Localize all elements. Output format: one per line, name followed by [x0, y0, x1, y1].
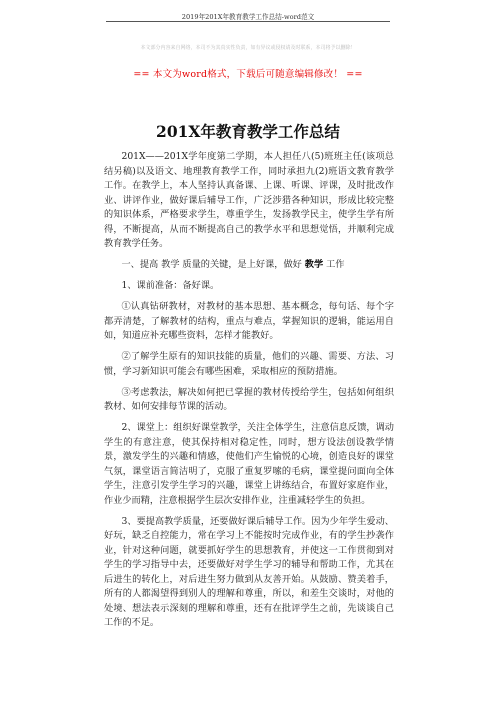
tutoring-paragraph: 3、要提高教学质量，还要做好课后辅导工作。因为少年学生爱动、好玩，缺乏自控能力，常在学习上不能按时完成作业，有的学生抄袭作业，针对这种问题，就要抓好学生的思想教育，并使这一工作贯彻到对学生的学习指导中去，还要做好对学生学习的辅导和帮助工作，尤其在后进生的转化上，对后进生努力做到从友善开始。从鼓励、赞美着手，所有的人都渴望得到别人的理解和尊重，所以，和差生交谈时，对他的处境、想法表示深刻的理解和尊重，还有在批评学生之前，先谈谈自己工作的不足。	[104, 515, 394, 628]
document-title: 201X年教育教学工作总结	[156, 122, 340, 141]
header-divider	[106, 21, 390, 22]
prep-point-1: ①认真钻研教材，对教材的基本思想、基本概念，每句话、每个字都弄清楚，了解教材的结构，重点与难点，掌握知识的逻辑，能运用自如，知道应补充哪些资料，怎样才能教好。	[104, 301, 394, 341]
intro-paragraph: 201X——201X学年度第二学期，本人担任八(5)班班主任(该项总结另稿)以及语文、地理教育教学工作，同时承担九(2)班语文教育教学工作。在教学上，本人坚持认真备课、上课、听课、评课，及时批改作业、讲评作业，做好课后辅导工作，广泛涉猎各种知识，形成比较完整的知识体系，严格要求学生，尊重学生，发扬教学民主，使学生学有所得，不断提高，从而不断提高自己的教学水平和思想觉悟，并顺利完成教育教学任务。	[104, 151, 394, 249]
section-heading-1	[104, 258, 394, 273]
page-header: 2019年201X年教育教学工作总结-word范文	[181, 13, 315, 21]
section-heading-bold: 教学	[304, 259, 324, 270]
section-heading-prefix: 一、提高 教学 质量的关键，是上好课，做好	[121, 259, 302, 270]
format-notice: == 本文为word格式，下载后可随意编辑修改！ ==	[133, 69, 363, 80]
prep-point-3: ③考虑教法，解决如何把已掌握的教材传授给学生，包括如何组织教材、如何安排每节课的活动。	[104, 386, 394, 412]
disclaimer-text: 本文部分内容来自网络，本司不为其真实性负责，如有异议或侵权请及时联系，本司将予以删除！	[140, 45, 356, 51]
item-heading-prep: 1、课前准备：备好课。	[121, 280, 220, 291]
document-body	[104, 150, 394, 637]
section-heading-suffix: 工作	[326, 259, 345, 270]
classroom-paragraph: 2、课堂上：组织好课堂教学，关注全体学生，注意信息反馈，调动学生的有意注意，使其保持相对稳定性，同时，想方设法创设教学情景，激发学生的兴趣和情感，使他们产生愉悦的心境，创造良好的课堂气氛，课堂语言简洁明了，克服了重复罗嗦的毛病，课堂提问面向全体学生，注意引发学生学习的兴趣，课堂上讲练结合，布置好家庭作业，作业少而精，注意根据学生层次安排作业，注重减轻学生的负担。	[104, 422, 394, 506]
prep-point-2: ②了解学生原有的知识技能的质量，他们的兴趣、需要、方法、习惯，学习新知识可能会有哪些困难，采取相应的预防措施。	[104, 351, 394, 377]
